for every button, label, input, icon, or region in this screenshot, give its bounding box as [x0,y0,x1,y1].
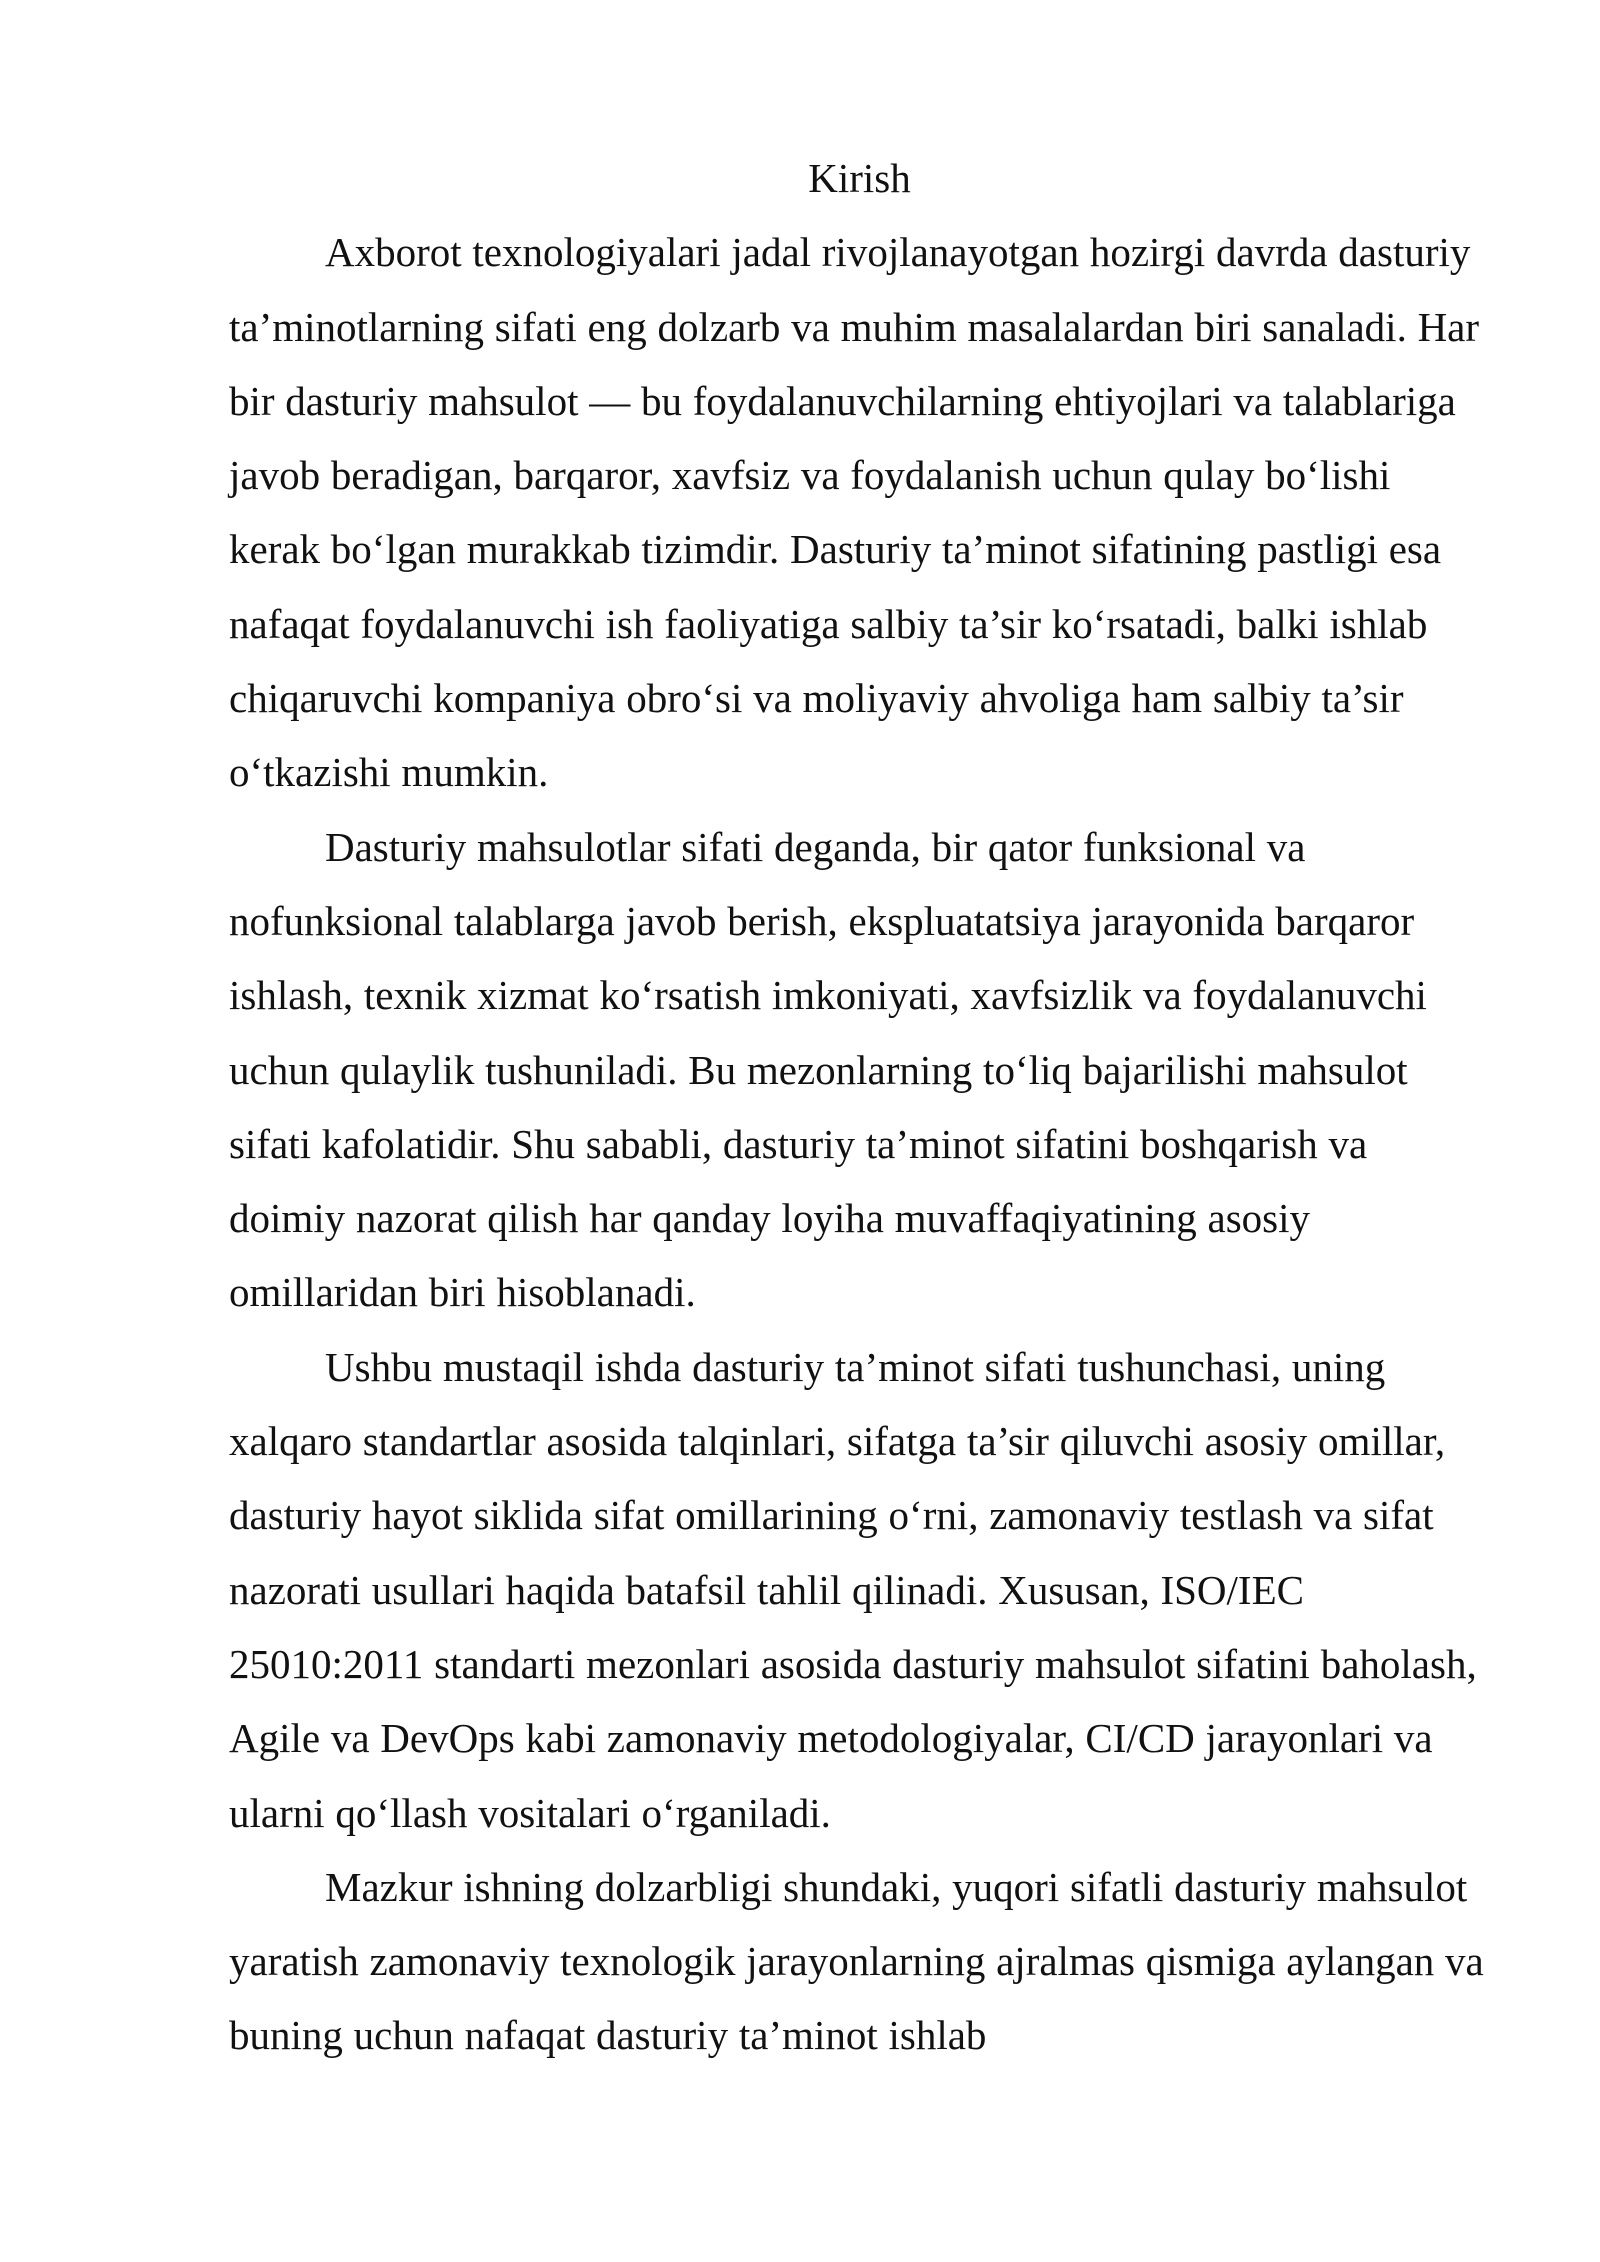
paragraph-relevance: Mazkur ishning dolzarbligi shundaki, yuqori sifatli dasturiy mahsulot yaratish zamonaviy texnologik jarayonlarning ajralmas qismiga aylangan va buning uchun nafaqat dasturiy ta’minot ishlab [229,1863,1484,2059]
paragraph-quality-definition: Dasturiy mahsulotlar sifati deganda, bir qator funksional va nofunksional talablarga javob berish, ekspluatatsiya jarayonida barqaror ishlash, texnik xizmat ko‘rsatish imkoniyati, xavfsizlik va foydalanuvchi uchun qulaylik tushuniladi. Bu mezonlarning to‘liq bajarilishi mahsulot sifati kafolatidir. Shu sababli, dasturiy ta’minot sifatini boshqarish va doimiy nazorat qilish har qanday loyiha muvaffaqiyatining asosiy omillaridan biri hisoblanadi. [229,823,1427,1316]
paragraph-work-scope: Ushbu mustaqil ishda dasturiy ta’minot sifati tushunchasi, uning xalqaro standartlar asosida talqinlari, sifatga ta’sir qiluvchi asosiy omillar, dasturiy hayot siklida sifat omillarining o‘rni, zamonaviy testlash va sifat nazorati usullari haqida batafsil tahlil qilinadi. Xususan, ISO/IEC 25010:2011 standarti mezonlari asosida dasturiy mahsulot sifatini baholash, Agile va DevOps kabi zamonaviy metodologiyalar, CI/CD jarayonlari va ularni qo‘llash vositalari o‘rganiladi. [229,1343,1477,1836]
paragraph-introduction: Axborot texnologiyalari jadal rivojlanayotgan hozirgi davrda dasturiy ta’minotlarning sifati eng dolzarb va muhim masalalardan biri sanaladi. Har bir dasturiy mahsulot — bu foydalanuvchilarning ehtiyojlari va talablariga javob beradigan, barqaror, xavfsiz va foydalanish uchun qulay bo‘lishi kerak bo‘lgan murakkab tizimdir. Dasturiy ta’minot sifatining pastligi esa nafaqat foydalanuvchi ish faoliyatiga salbiy ta’sir ko‘rsatadi, balki ishlab chiqaruvchi kompaniya obro‘si va moliyaviy ahvoliga ham salbiy ta’sir o‘tkazishi mumkin. [229,229,1480,796]
section-title: Kirish [808,155,911,201]
